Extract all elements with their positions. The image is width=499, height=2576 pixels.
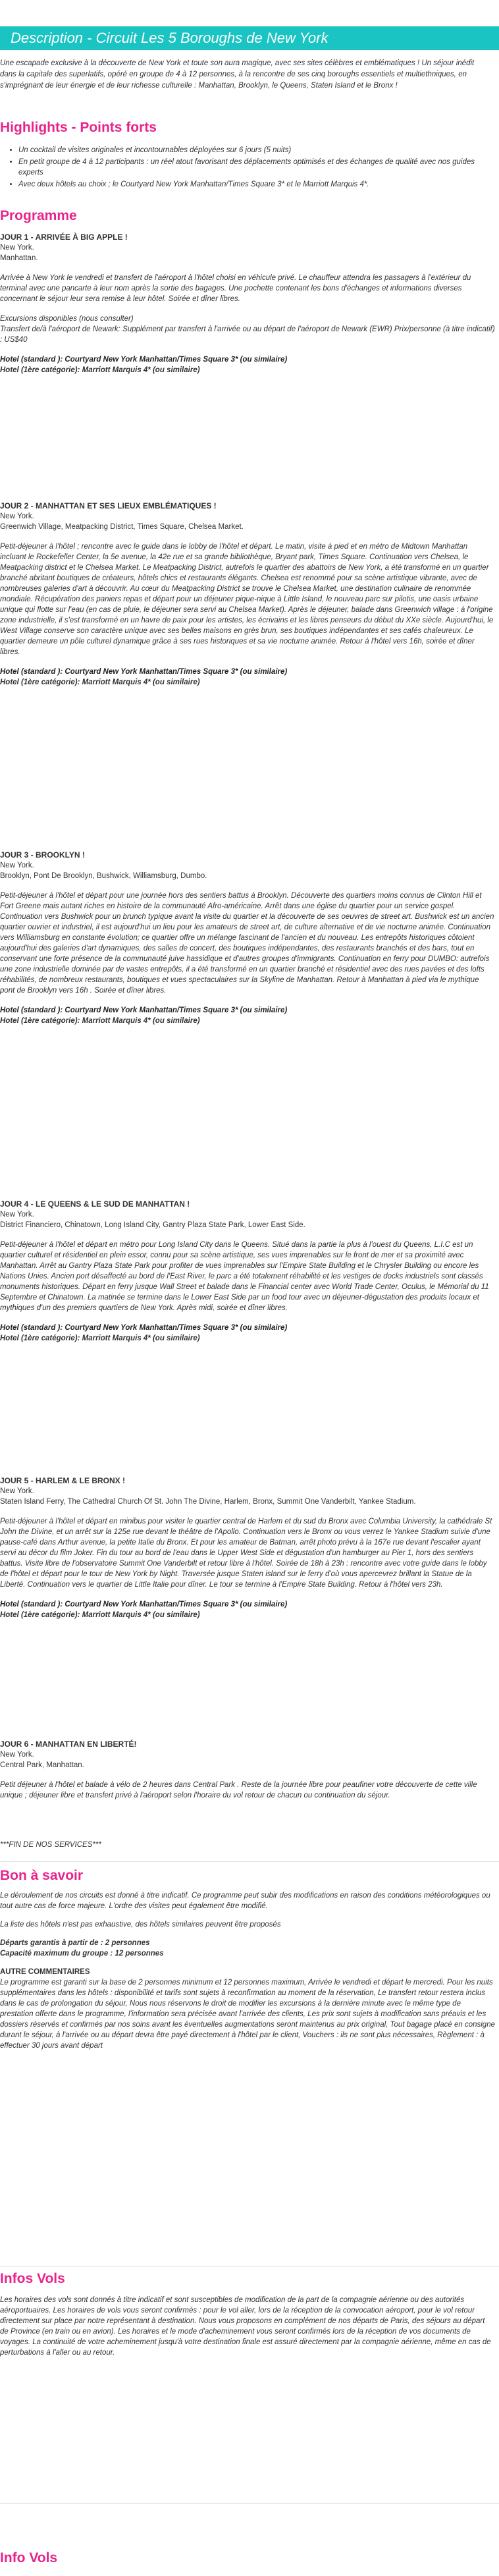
bon-savoir-hotels-note: La liste des hôtels n'est pas exhaustive, des hôtels similaires peuvent être proposés bbox=[0, 1921, 281, 1929]
day-title: JOUR 6 - MANHATTAN EN LIBERTÉ! bbox=[0, 1740, 137, 1749]
hotel-first-class: Hotel (1ère catégorie): Marriott Marquis 4* (ou similaire) bbox=[0, 678, 200, 686]
day-place: New York. bbox=[0, 512, 34, 520]
day-5 bbox=[0, 1475, 495, 1620]
title-bar bbox=[0, 26, 499, 50]
end-of-services: ***FIN DE NOS SERVICES*** bbox=[0, 1841, 101, 1849]
hotel-first-class: Hotel (1ère catégorie): Marriott Marquis 4* (ou similaire) bbox=[0, 1611, 200, 1619]
day-title: JOUR 2 - MANHATTAN ET SES LIEUX EMBLÉMATIQUES ! bbox=[0, 501, 217, 510]
day-subtitle: Central Park, Manhattan. bbox=[0, 1761, 84, 1769]
day-description: Petit-déjeuner à l'hôtel ; rencontre avec le guide dans le lobby de l'hôtel et départ. Le matin, visite à pied et en métro de Midtown Manhattan incluant le Rockefeller Center, la 5e avenue, la 42e rue et sa grande bibliothèque, Bryant park, Times Square. Continuation vers Chelsea, le Meatpacking district et le Chelsea Market. Le Meatpacking District, autrefois le quartier des abattoirs de New York, a été transformé en un quartier branché abritant boutiques de créateurs, hôtels chics et restaurants élégants. Chelsea est renommé pour sa scène artistique vibrante, avec de nombreuses galeries d'art à découvrir. Au cœur du Meatpacking District se trouve le Chelsea Market, une destination culinaire de renommée mondiale. Récupération des paniers repas et départ pour un déjeuner pique-nique à Little Island, le nouveau parc sur pilotis, une oasis urbaine unique qui flotte sur l'eau (en cas de pluie, le déjeuner sera servi au Chelsea Market). Après le déjeuner, balade dans Greenwich village : à l'origine zone industrielle, il s'est transformé en un havre de paix pour les artistes, les écrivains et les libres penseurs du début du XXe siècle. Aujourd'hui, le West Village conserve son caractère unique avec ses belles maisons en grès brun, ses boutiques indépendantes et ses cafés chaleureux. Le quartier demeure un pôle culturel dynamique grâce à ses rues historiques et sa vie nocturne animée. Retour à l'hôtel vers 16h, soirée et dîner libres. bbox=[0, 543, 494, 656]
day-description: Petit-déjeuner à l'hôtel et départ en minibus pour visiter le quartier central de Harlem et du sud du Bronx avec Columbia University, la cathédrale St John the Divine, et un arrêt sur la 125e rue devant le théâtre de l'Apollo. Continuation vers le Bronx ou vous verrez le Yankee Stadium suivie d'une pause-café dans Arthur avenue, la petite Italie du Bronx. Et pour les amateur de Batman, arrêt photo prévu à la 167e rue devant l'escalier ayant servi au décor du film Joker. Fin du tour au bord de l'eau dans le Upper West Side et dégustation d'un hamburger au Pier 1, hors des sentiers battus. Visite libre de l'observatoire Summit One Vanderbilt et retour libre à l'hôtel. Soirée de 18h à 23h : rencontre avec votre guide dans le lobby de l'hôtel et départ pour le tour de New York by Night. Traversée jusque Staten island sur le ferry d'où vous apercevrez brillant la Statue de la Liberté. Continuation vers le quartier de Little Italie pour dîner. Le tour se termine à l'Empire State Building. Retour à l'hôtel vers 23h. bbox=[0, 1518, 492, 1589]
day-3 bbox=[0, 850, 495, 1026]
highlight-item: • Un cocktail de visites originales et incontournables déployées sur 6 jours (5 nuits) bbox=[18, 145, 492, 155]
day-subtitle: Staten Island Ferry, The Cathedral Church Of St. John The Divine, Harlem, Bronx, Summit One Vanderbilt, Yankee Stadium. bbox=[0, 1498, 416, 1506]
day-description: Petit-déjeuner à l'hôtel et départ pour une journée hors des sentiers battus à Brooklyn. Découverte des quartiers moins connus de Clinton Hill et Fort Greene mais autant riches en histoire de la communauté Afro-américaine. Arrêt dans une église du quartier pour un service gospel. Continuation vers Bushwick pour un brunch typique avant la visite du quartier et la découverte de ses oeuvres de street art. Bushwick est un ancien quartier ouvrier et industriel, il est aujourd'hui un lieu pour les amateurs de street art, de culture alternative et de vie nocturne animée. Continuation vers Williamsburg en constante évolution; ce quartier offre un mélange fascinant de l'ancien et du nouveau. Les entrepôts historiques côtoient aujourd'hui des galeries d'art dynamiques, des salles de concert, des boutiques indépendantes, des restaurants branchés et des bars, tout en conservant une forte présence de la communauté juive hassidique et d'autres groupes d'immigrants. Continuation en ferry pour DUMBO: autrefois une zone industrielle dominée par de vastes entrepôts, il a été transformé en un quartier branché et résidentiel avec des rues pavées et des lofts réhabilités, de nombreux restaurants, boutiques et vues spectaculaires sur la Skyline de Manhattan. Retour à Manhattan à pied via le mythique pont de Brooklyn vers 16h . Soirée et dîner libres. bbox=[0, 892, 494, 995]
day-4 bbox=[0, 1199, 495, 1344]
day-2 bbox=[0, 501, 495, 688]
day-place: New York. bbox=[0, 244, 34, 252]
hotel-first-class: Hotel (1ère catégorie): Marriott Marquis 4* (ou similaire) bbox=[0, 1017, 200, 1025]
day-subtitle: District Financiero, Chinatown, Long Island City, Gantry Plaza State Park, Lower East Side. bbox=[0, 1221, 305, 1229]
highlights-heading: Highlights - Points forts bbox=[0, 120, 157, 135]
day-place: New York. bbox=[0, 1211, 34, 1219]
infos-vols-text: Les horaires des vols sont donnés à titre indicatif et sont susceptibles de modification de la part de la compagnie aérienne ou des autorités aéroportuaires. Les horaires de vols vous seront confirmés : pour le vol aller, lors de la réception de la convocation aéroport, pour le vol retour directement sur place par notre représentant à destination. Nous vous proposons en complément de nos départs de Paris, des séjours au départ de Province (en train ou en avion). Les horaires et le mode d'acheminement vous seront confirmés lors de la réception de vos documents de voyages. La continuité de votre acheminement jusqu'à votre destination finale est assuré directement par la compagnie aérienne, même en cas de perturbations à l'aller ou au retour. bbox=[0, 2296, 491, 2357]
hotel-standard: Hotel (standard ): Courtyard New York Manhattan/Times Square 3* (ou similaire) bbox=[0, 668, 288, 676]
comments-text: Le programme est garanti sur la base de 2 personnes minimum et 12 personnes maximum, Arrivée le vendredi et départ le mercredi. Pour les nuits supplémentaires dans les hôtels : disponibilité et tarifs sont sujets à reconfirmation au moment de la réservation, Le transfert retour restera inclus dans le cas de prolongation du séjour, Nous nous réservons le droit de modifier les excursions à la dernière minute avec le même type de prestation offerte dans le programme, l'information sera précisée avant l'arrivée des clients, Les prix sont sujets à modification sans préavis et les dossiers réservés et confirmés par nos soins avant les éventuelles augmentations seront maintenus au prix original, Tout bagage placé en consigne durant le séjour, à l'arrivée ou au départ devra être payé directement à l'hôtel par le client, Vouchers : ils ne sont plus nécessaires, Règlement : à effectuer 30 jours avant départ bbox=[0, 1979, 495, 2050]
day-place: New York. bbox=[0, 1487, 34, 1495]
intro-text bbox=[0, 58, 487, 92]
highlight-item: • Avec deux hôtels au choix ; le Courtyard New York Manhattan/Times Square 3* et le Marriott Marquis 4*. bbox=[18, 179, 492, 190]
bon-savoir-paragraph: Le déroulement de nos circuits est donné à titre indicatif. Ce programme peut subir des modifications en raison des conditions météorologiques ou tout autre cas de force majeure. L'ordre des visites peut également être modifié. bbox=[0, 1892, 490, 1910]
day-extra-heading: Excursions disponibles (nous consulter) bbox=[0, 315, 134, 323]
day-subtitle: Brooklyn, Pont De Brooklyn, Bushwick, Williamsburg, Dumbo. bbox=[0, 872, 207, 880]
day-description: Petit déjeuner à l'hôtel et balade à vélo de 2 heures dans Central Park . Reste de la journée libre pour peaufiner votre découverte de cette ville unique ; déjeuner libre et transfert privé à l'aéroport selon l'horaire du vol retour de chacun ou continuation du séjour. bbox=[0, 1781, 477, 1799]
comments-heading: AUTRE COMMENTAIRES bbox=[0, 1968, 90, 1976]
highlight-item: • En petit groupe de 4 à 12 participants : un réel atout favorisant des déplacements optimisés et des échanges de qualité avec nos guides experts bbox=[18, 157, 492, 178]
day-title: JOUR 4 - LE QUEENS & LE SUD DE MANHATTAN ! bbox=[0, 1199, 190, 1209]
day-title: JOUR 1 - ARRIVÉE À BIG APPLE ! bbox=[0, 233, 128, 242]
day-title: JOUR 3 - BROOKLYN ! bbox=[0, 850, 85, 860]
highlights-list bbox=[11, 145, 492, 191]
day-subtitle: Greenwich Village, Meatpacking District, Times Square, Chelsea Market. bbox=[0, 523, 244, 531]
intro-paragraph: Une escapade exclusive à la découverte de New York et toute son aura magique, avec ses sites célèbres et emblématiques ! Un séjour inédit dans la capitale des superlatifs, opéré en groupe de 4 à 12 personnes, à la rencontre de ses cinq boroughs essentiels et multiethniques, en s'imprégnant de leur énergie et de leur richesse culturelle : Manhattan, Brooklyn, le Queens, Staten Island et le Bronx ! bbox=[0, 59, 475, 90]
programme-heading: Programme bbox=[0, 208, 77, 223]
hotel-first-class: Hotel (1ère catégorie): Marriott Marquis 4* (ou similaire) bbox=[0, 366, 200, 374]
infos-vols-content bbox=[0, 2295, 495, 2361]
departures-guaranteed: Départs garantis à partir de : 2 personnes bbox=[0, 1939, 150, 1947]
day-description: Petit-déjeuner à l'hôtel et départ en métro pour Long Island City dans le Queens. Situé dans la partie la plus à l'ouest du Queens, L.I.C est un quartier culturel et résidentiel en plein essor, connu pour sa scène artistique, ses vues imprenables sur le front de mer et sa proximité avec Manhattan. Arrêt au Gantry Plaza State Park pour profiter de vues imprenables sur l'Empire State Building et le Chrysler Building ou encore les Nations Unies. Ancien port désaffecté au bord de l'East River, le parc a été totalement réhabilité et les vestiges de docks industriels sont classés monuments historiques. Départ en ferry jusque Wall Street et balade dans le Financial center avec World Trade Center, Oculus, le Mémorial du 11 Septembre et Chinatown. La matinée se termine dans le Lower East Side par un food tour avec un déjeuner-dégustation des produits locaux et mythiques d'un des premiers quartiers de New York. Après midi, soirée et dîner libres. bbox=[0, 1241, 489, 1312]
divider bbox=[0, 1861, 499, 1862]
day-place: New York. bbox=[0, 862, 34, 869]
page-title: Description - Circuit Les 5 Boroughs de New York bbox=[11, 30, 328, 46]
day-extra-text: Transfert de/à l'aéroport de Newark: Supplément par transfert à l'arrivée ou au départ de l'aéroport de Newark (EWR) Prix/personne (à titre indicatif) : US$40 bbox=[0, 325, 495, 344]
divider bbox=[0, 2503, 499, 2504]
bon-savoir-content bbox=[0, 1890, 495, 2054]
hotel-first-class: Hotel (1ère catégorie): Marriott Marquis 4* (ou similaire) bbox=[0, 1334, 200, 1342]
hotel-standard: Hotel (standard ): Courtyard New York Manhattan/Times Square 3* (ou similaire) bbox=[0, 356, 288, 364]
day-title: JOUR 5 - HARLEM & LE BRONX ! bbox=[0, 1476, 126, 1485]
group-capacity: Capacité maximum du groupe : 12 personnes bbox=[0, 1950, 164, 1958]
hotel-standard: Hotel (standard ): Courtyard New York Manhattan/Times Square 3* (ou similaire) bbox=[0, 1324, 288, 1332]
infos-vols-2-heading: Info Vols bbox=[0, 2550, 58, 2565]
hotel-standard: Hotel (standard ): Courtyard New York Manhattan/Times Square 3* (ou similaire) bbox=[0, 1601, 288, 1608]
day-place: New York. bbox=[0, 1751, 34, 1759]
day-6 bbox=[0, 1739, 495, 1801]
day-1 bbox=[0, 232, 495, 375]
day-subtitle: Manhattan. bbox=[0, 254, 38, 262]
day-description: Arrivée à New York le vendredi et transfert de l'aéroport à l'hôtel choisi en véhicule privé. Le chauffeur attendra les passagers à l'extérieur du terminal avec une pancarte à leur nom après la sortie des bagages. Une pochette contenant les bons d'échanges et informations diverses concernant le séjour leur sera remise à leur hôtel. Soirée et dîner libres. bbox=[0, 274, 471, 303]
bon-savoir-heading: Bon à savoir bbox=[0, 1868, 84, 1883]
infos-vols-heading: Infos Vols bbox=[0, 2271, 65, 2286]
hotel-standard: Hotel (standard ): Courtyard New York Manhattan/Times Square 3* (ou similaire) bbox=[0, 1006, 288, 1014]
